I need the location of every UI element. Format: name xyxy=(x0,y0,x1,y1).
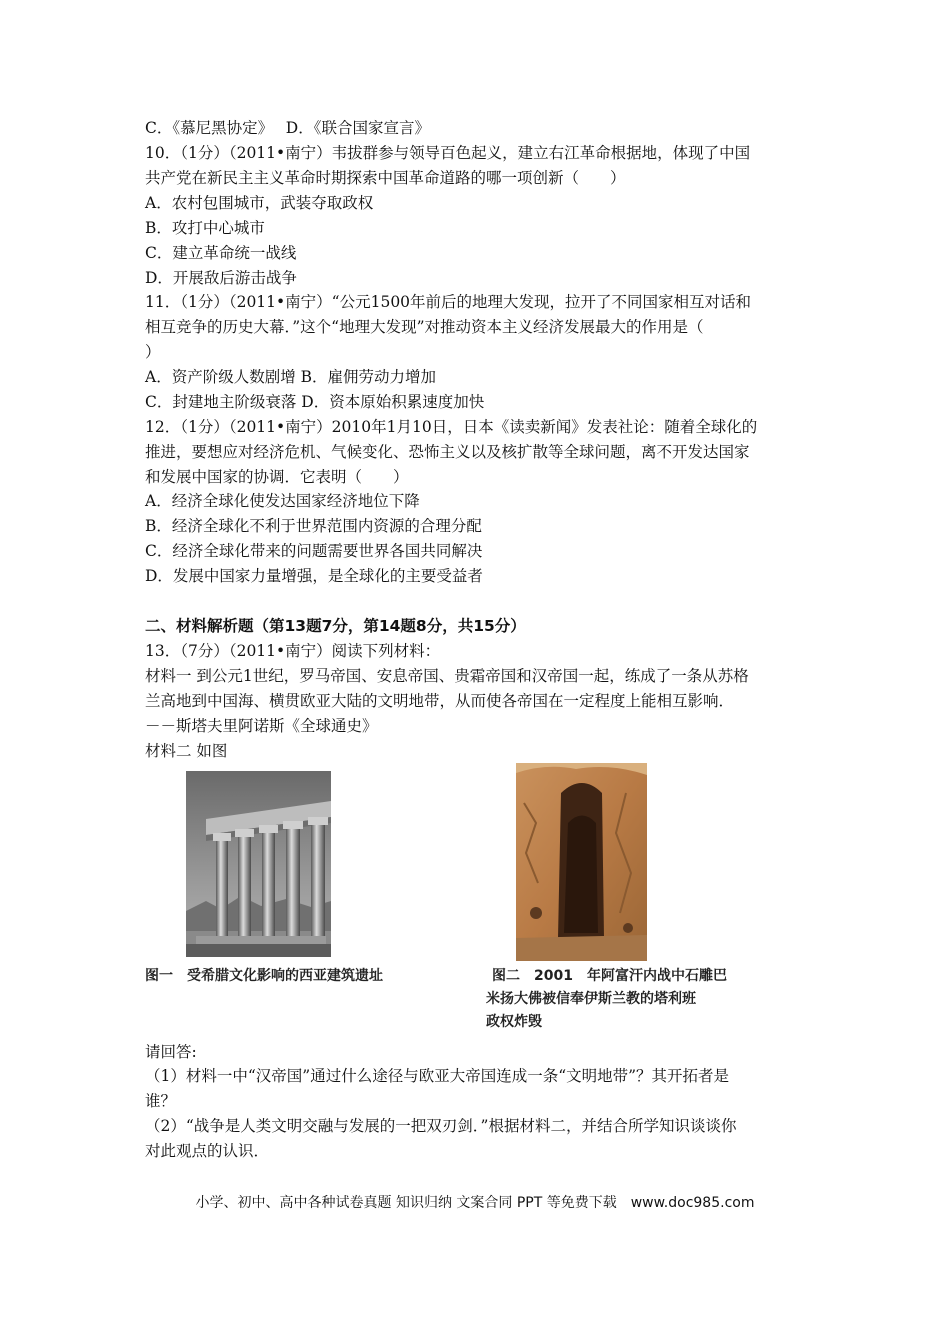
q11-options-cd: C．封建地主阶级衰落 D．资本原始积累速度加快 xyxy=(145,393,485,411)
q10-option-a: A．农村包围城市，武装夺取政权 xyxy=(145,194,374,212)
material-one-line1: 材料一 到公元1世纪，罗马帝国、安息帝国、贵霜帝国和汉帝国一起，练成了一条从苏格 xyxy=(145,667,749,685)
section-title: 二、材料解析题（第13题7分，第14题8分，共15分） xyxy=(145,617,526,635)
q12-stem-line1: 12．（1分）（2011•南宁）2010年1月10日，日本《读卖新闻》发表社论：随着全球化的 xyxy=(145,418,758,436)
subquestion-two-line1: （2）“战争是人类文明交融与发展的一把双刃剑．”根据材料二，并结合所学知识谈谈你 xyxy=(145,1117,737,1135)
q11-stem-line3: ） xyxy=(145,343,161,361)
q11-stem-line2: 相互竞争的历史大幕．”这个“地理大发现”对推动资本主义经济发展最大的作用是（ xyxy=(145,318,704,336)
q13-stem: 13．（7分）（2011•南宁）阅读下列材料： xyxy=(145,642,441,660)
q12-option-c: C．经济全球化带来的问题需要世界各国共同解决 xyxy=(145,542,483,560)
q12-stem-line3: 和发展中国家的协调．它表明（ ） xyxy=(145,468,409,486)
figure-two-bamiyan-image xyxy=(516,763,647,961)
figure-two-caption-line2: 米扬大佛被信奉伊斯兰教的塔利班 xyxy=(486,991,696,1007)
q11-options-ab: A．资产阶级人数剧增 B．雇佣劳动力增加 xyxy=(145,368,437,386)
figure-one-caption: 图一 受希腊文化影响的西亚建筑遗址 xyxy=(145,968,383,984)
q12-option-d: D．发展中国家力量增强，是全球化的主要受益者 xyxy=(145,567,483,585)
q10-option-c: C．建立革命统一战线 xyxy=(145,244,297,262)
q12-stem-line2: 推进，要想应对经济危机、气候变化、恐怖主义以及核扩散等全球问题，离不开发达国家 xyxy=(145,443,750,461)
q9-options-cd: C．《慕尼黑协定》 D．《联合国家宣言》 xyxy=(145,119,430,137)
q10-option-b: B．攻打中心城市 xyxy=(145,219,265,237)
answer-prompt: 请回答: xyxy=(145,1043,197,1061)
material-one-line2: 兰高地到中国海、横贯欧亚大陆的文明地带，从而使各帝国在一定程度上能相互影响． xyxy=(145,692,735,710)
q12-option-b: B．经济全球化不利于世界范围内资源的合理分配 xyxy=(145,517,482,535)
subquestion-one-line2: 谁？ xyxy=(145,1092,177,1110)
q10-option-d: D．开展敌后游击战争 xyxy=(145,269,297,287)
q12-option-a: A．经济全球化使发达国家经济地位下降 xyxy=(145,492,420,510)
figure-two-caption-line3: 政权炸毁 xyxy=(486,1014,542,1030)
subquestion-two-line2: 对此观点的认识． xyxy=(145,1142,270,1160)
figure-one-ruins-image xyxy=(186,771,331,957)
page-footer: 小学、初中、高中各种试卷真题 知识归纳 文案合同 PPT 等免费下载 www.doc985.com xyxy=(195,1195,755,1211)
material-one-source: －－斯塔夫里阿诺斯《全球通史》 xyxy=(145,717,378,735)
subquestion-one-line1: （1）材料一中“汉帝国”通过什么途径与欧亚大帝国连成一条“文明地带”？其开拓者是 xyxy=(145,1067,730,1085)
q11-stem-line1: 11．（1分）（2011•南宁）“公元1500年前后的地理大发现，拉开了不同国家相互对话和 xyxy=(145,293,752,311)
material-two-label: 材料二 如图 xyxy=(145,742,228,760)
q10-stem-line1: 10．（1分）（2011•南宁）韦拔群参与领导百色起义，建立右江革命根据地，体现了中国 xyxy=(145,144,751,162)
figure-two-caption-line1: 图二 2001 年阿富汗内战中石雕巴 xyxy=(492,968,727,984)
q10-stem-line2: 共产党在新民主主义革命时期探索中国革命道路的哪一项创新（ ） xyxy=(145,169,626,187)
